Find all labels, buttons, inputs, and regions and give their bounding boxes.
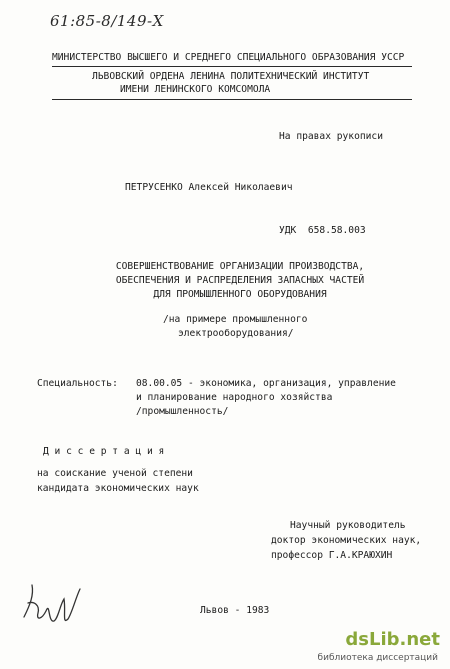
udc-code: УДК 658.58.003 [279, 225, 366, 236]
specialty-label: Специальность: [37, 378, 118, 389]
thesis-title-line-2: ОБЕСПЕЧЕНИЯ И РАСПРЕДЕЛЕНИЯ ЗАПАСНЫХ ЧАСТЕЙ [115, 275, 365, 286]
header-institute: ЛЬВОВСКИЙ ОРДЕНА ЛЕНИНА ПОЛИТЕХНИЧЕСКИЙ ИНСТИТУТ [92, 71, 370, 82]
author-name: ПЕТРУСЕНКО Алексей Николаевич [125, 182, 293, 193]
header-underline-1 [52, 66, 412, 67]
watermark-caption: библиотека диссертаций [317, 653, 438, 663]
signature-image [20, 575, 90, 635]
thesis-title-line-1: СОВЕРШЕНСТВОВАНИЕ ОРГАНИЗАЦИИ ПРОИЗВОДСТВА, [115, 261, 365, 272]
header-ministry: МИНИСТЕРСТВО ВЫСШЕГО И СРЕДНЕГО СПЕЦИАЛЬНОГО ОБРАЗОВАНИЯ УССР [52, 52, 405, 63]
specialty-line-1: 08.00.05 - экономика, организация, управление [136, 378, 396, 389]
archive-mark: 61:85-8/149-Х [50, 12, 164, 30]
dissertation-heading: Д и с с е р т а ц и я [43, 446, 165, 457]
specialty-line-3: /промышленность/ [136, 406, 229, 417]
watermark-logo[interactable]: dsLib.net [345, 629, 440, 650]
dissertation-degree-line-1: на соискание ученой степени [37, 468, 193, 479]
thesis-subtitle-line-1: /на примере промышленного [163, 314, 308, 325]
advisor-label: Научный руководитель [290, 520, 406, 531]
dissertation-degree-line-2: кандидата экономических наук [37, 483, 199, 494]
advisor-name: профессор Г.А.КРАЮХИН [271, 550, 393, 561]
place-and-year: Львов - 1983 [200, 605, 270, 616]
thesis-title-line-3: ДЛЯ ПРОМЫШЛЕННОГО ОБОРУДОВАНИЯ [153, 289, 327, 300]
header-institute-name: ИМЕНИ ЛЕНИНСКОГО КОМСОМОЛА [120, 84, 271, 95]
specialty-line-2: и планирование народного хозяйства [136, 392, 333, 403]
advisor-degree: доктор экономических наук, [271, 535, 422, 546]
manuscript-rights-note: На правах рукописи [279, 131, 383, 142]
header-underline-2 [52, 99, 412, 100]
thesis-subtitle-line-2: электрооборудования/ [178, 328, 294, 339]
